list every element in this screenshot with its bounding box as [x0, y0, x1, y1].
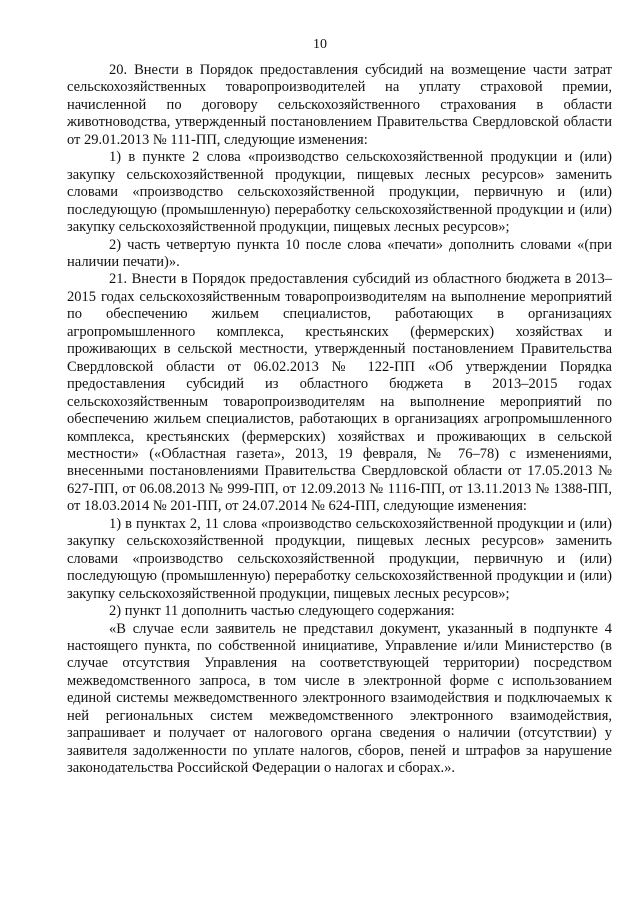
- paragraph-item-20: 20. Внести в Порядок предоставления субсидий на возмещение части затрат сельскохозяйственных товаропроизводителей на уплату страховой премии, начисленной по договору сельскохозяйственного страхования в области животноводства, утвержденный постановлением Правительства Свердловской области от 29.01.2013 № 111-ПП, следующие изменения:: [67, 62, 612, 148]
- subitem-21-1: 1) в пунктах 2, 11 слова «производство сельскохозяйственной продукции и (или) закупку сельскохозяйственной продукции, пищевых лесных ресурсов» заменить словами «производство сельскохозяйственной продукции, первичную и (или) последующую (промышленную) переработку сельскохозяйственной продукции и (или) закупку сельскохозяйственной продукции, пищевых лесных ресурсов»;: [67, 515, 612, 602]
- page-number: 10: [313, 37, 327, 52]
- document-body: [67, 62, 612, 778]
- subitem-21-2: 2) пункт 11 дополнить частью следующего содержания:: [109, 603, 455, 620]
- subitem-20-2: 2) часть четвертую пункта 10 после слова «печати» дополнить словами «(при наличии печати)».: [67, 236, 612, 270]
- quoted-amendment-text: «В случае если заявитель не представил документ, указанный в подпункте 4 настоящего пункта, по собственной инициативе, Управление и/или Министерство (в случае отсутствия Управления на соответствующей территории) посредством межведомственного запроса, в том числе в электронной форме с использованием единой системы межведомственного электронного взаимодействия и подключаемых к ней региональных систем межведомственного электронного взаимодействия, запрашивает и получает от налогового органа сведения о наличии (отсутствии) у заявителя задолженности по уплате налогов, сборов, пеней и штрафов за нарушение законодательства Российской Федерации о налогах и сборах.».: [67, 620, 612, 777]
- paragraph-item-21: 21. Внести в Порядок предоставления субсидий из областного бюджета в 2013–2015 годах сельскохозяйственным товаропроизводителям на выполнение мероприятий по обеспечению жильем специалистов, работающих в организациях агропромышленного комплекса, крестьянских (фермерских) хозяйствах и проживающих в сельской местности, утвержденный постановлением Правительства Свердловской области от 06.02.2013 № 122-ПП «Об утверждении Порядка предоставления субсидий из областного бюджета в 2013–2015 годах сельскохозяйственным товаропроизводителям на выполнение мероприятий по обеспечению жильем специалистов, работающих в организациях агропромышленного комплекса, крестьянских (фермерских) хозяйствах и проживающих в сельской местности» («Областная газета», 2013, 19 февраля, № 76–78) с изменениями, внесенными постановлениями Правительства Свердловской области от 17.05.2013 № 627-ПП, от 06.08.2013 № 999-ПП, от 12.09.2013 № 1116-ПП, от 13.11.2013 № 1388-ПП, от 18.03.2014 № 201-ПП, от 24.07.2014 № 624-ПП, следующие изменения:: [67, 271, 612, 515]
- subitem-20-1: 1) в пункте 2 слова «производство сельскохозяйственной продукции и (или) закупку сельскохозяйственной продукции, пищевых лесных ресурсов» заменить словами «производство сельскохозяйственной продукции, первичную и (или) последующую (промышленную) переработку сельскохозяйственной продукции и (или) закупку сельскохозяйственной продукции, пищевых лесных ресурсов»;: [67, 149, 612, 236]
